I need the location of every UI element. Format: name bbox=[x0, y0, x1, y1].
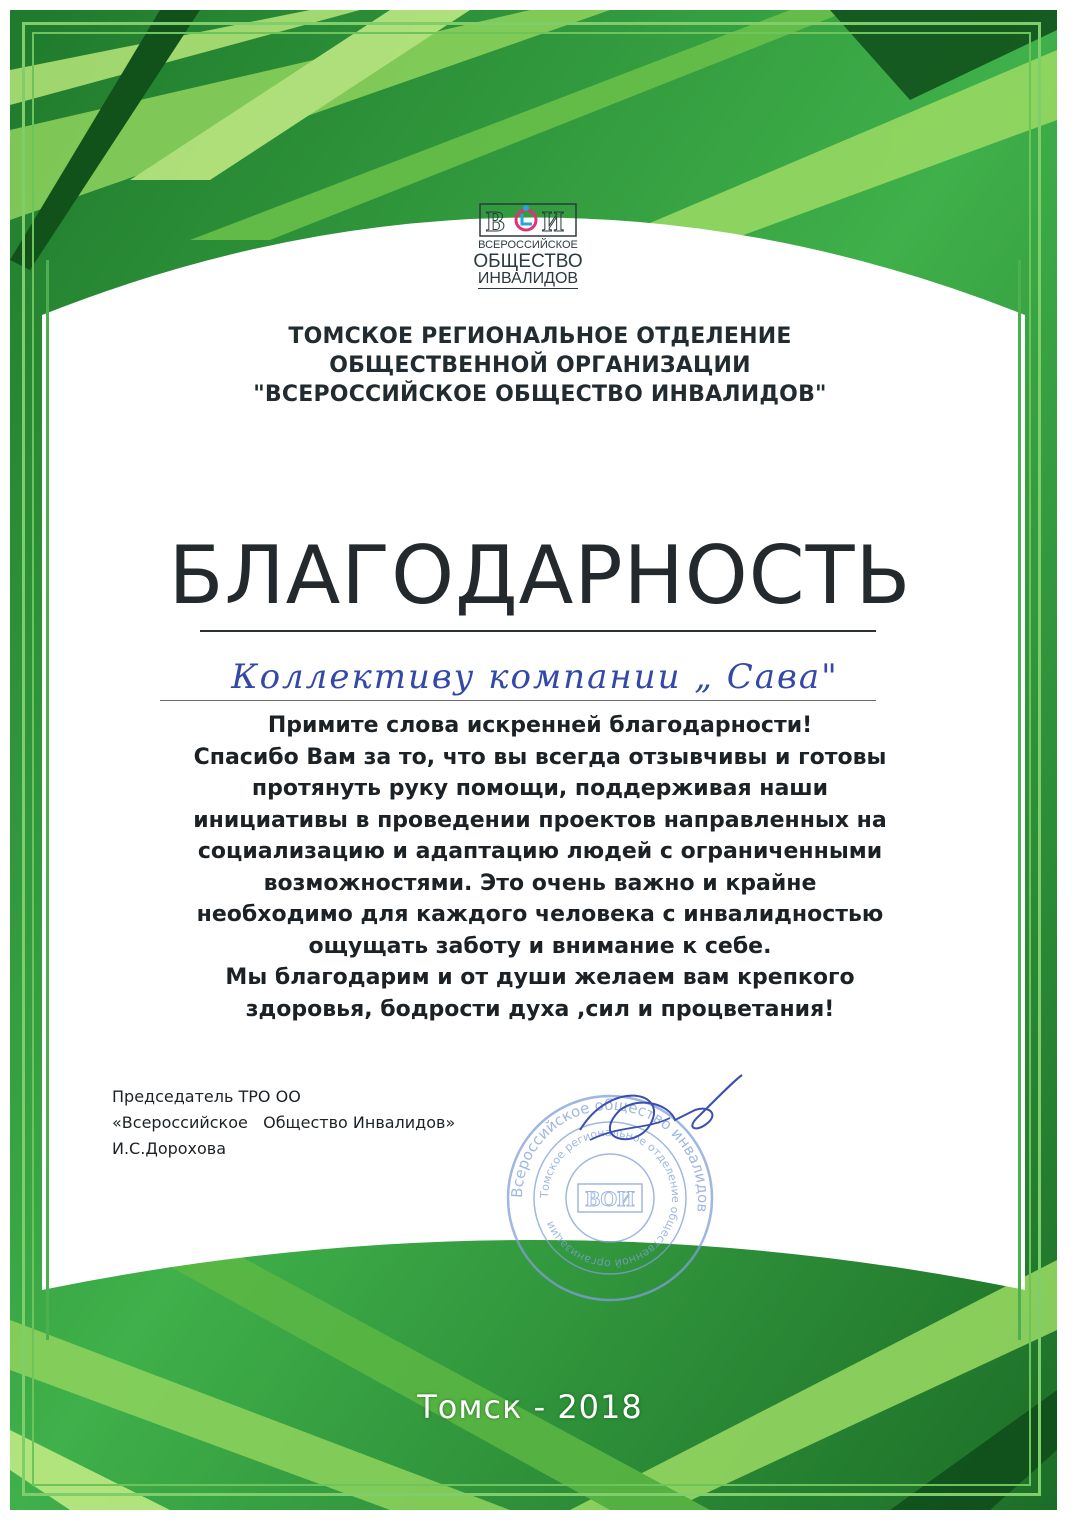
recipient-underline bbox=[160, 700, 876, 701]
body-line: возможностями. Это очень важно и крайне bbox=[263, 870, 817, 896]
recipient-handwritten: Коллективу компании „ Сава" bbox=[231, 657, 839, 697]
body-line: протянуть руку помощи, поддерживая наши bbox=[251, 776, 829, 801]
voi-logo-mark bbox=[478, 200, 578, 240]
document-title: БЛАГОДАРНОСТЬ bbox=[168, 529, 912, 622]
logo-line-1: ВСЕРОССИЙСКОЕ bbox=[478, 239, 578, 251]
city-year: Томск - 2018 bbox=[417, 1388, 643, 1426]
signer-block bbox=[112, 1084, 455, 1162]
stamp-inner-text: Томское региональное отделение общественной организации bbox=[537, 1125, 683, 1271]
body-line: необходимо для каждого человека с инвалидностью bbox=[196, 902, 884, 927]
gratitude-text bbox=[150, 710, 930, 1025]
body-line: Мы благодарим и от души желаем вам крепкого bbox=[225, 965, 855, 990]
voi-logo bbox=[468, 200, 588, 289]
organization-line: ОБЩЕСТВЕННОЙ ОРГАНИЗАЦИИ bbox=[329, 353, 751, 378]
body-line: здоровья, бодрости духа ,сил и процветания! bbox=[245, 996, 835, 1022]
body-line: Спасибо Вам за то, что вы всегда отзывчивы и готовы bbox=[193, 744, 887, 770]
title-underline bbox=[200, 630, 876, 632]
stamp-center-mark: ВОИ bbox=[585, 1186, 635, 1211]
organization-line: "ВСЕРОССИЙСКОЕ ОБЩЕСТВО ИНВАЛИДОВ" bbox=[253, 382, 827, 407]
logo-line-3: ИНВАЛИДОВ bbox=[477, 270, 579, 288]
organization-name bbox=[150, 322, 930, 409]
signer-name: И.С.Дорохова bbox=[112, 1139, 227, 1158]
signer-organization: «Всероссийское Общество Инвалидов» bbox=[112, 1113, 456, 1132]
svg-text:И: И bbox=[542, 207, 564, 238]
organization-line: ТОМСКОЕ РЕГИОНАЛЬНОЕ ОТДЕЛЕНИЕ bbox=[288, 324, 792, 349]
body-line: ощущать заботу и внимание к себе. bbox=[308, 933, 772, 959]
body-line: Примите слова искренней благодарности! bbox=[267, 713, 813, 738]
stamp-outer-text: Всероссийское общество инвалидов bbox=[507, 1095, 713, 1214]
svg-text:В: В bbox=[486, 207, 505, 238]
body-line: социализацию и адаптацию людей с ограниченными bbox=[197, 839, 883, 864]
body-line: инициативы в проведении проектов направленных на bbox=[193, 807, 887, 833]
logo-line-2: ОБЩЕСТВО bbox=[473, 250, 583, 272]
official-stamp bbox=[470, 1070, 750, 1330]
signer-position: Председатель ТРО ОО bbox=[112, 1087, 301, 1106]
